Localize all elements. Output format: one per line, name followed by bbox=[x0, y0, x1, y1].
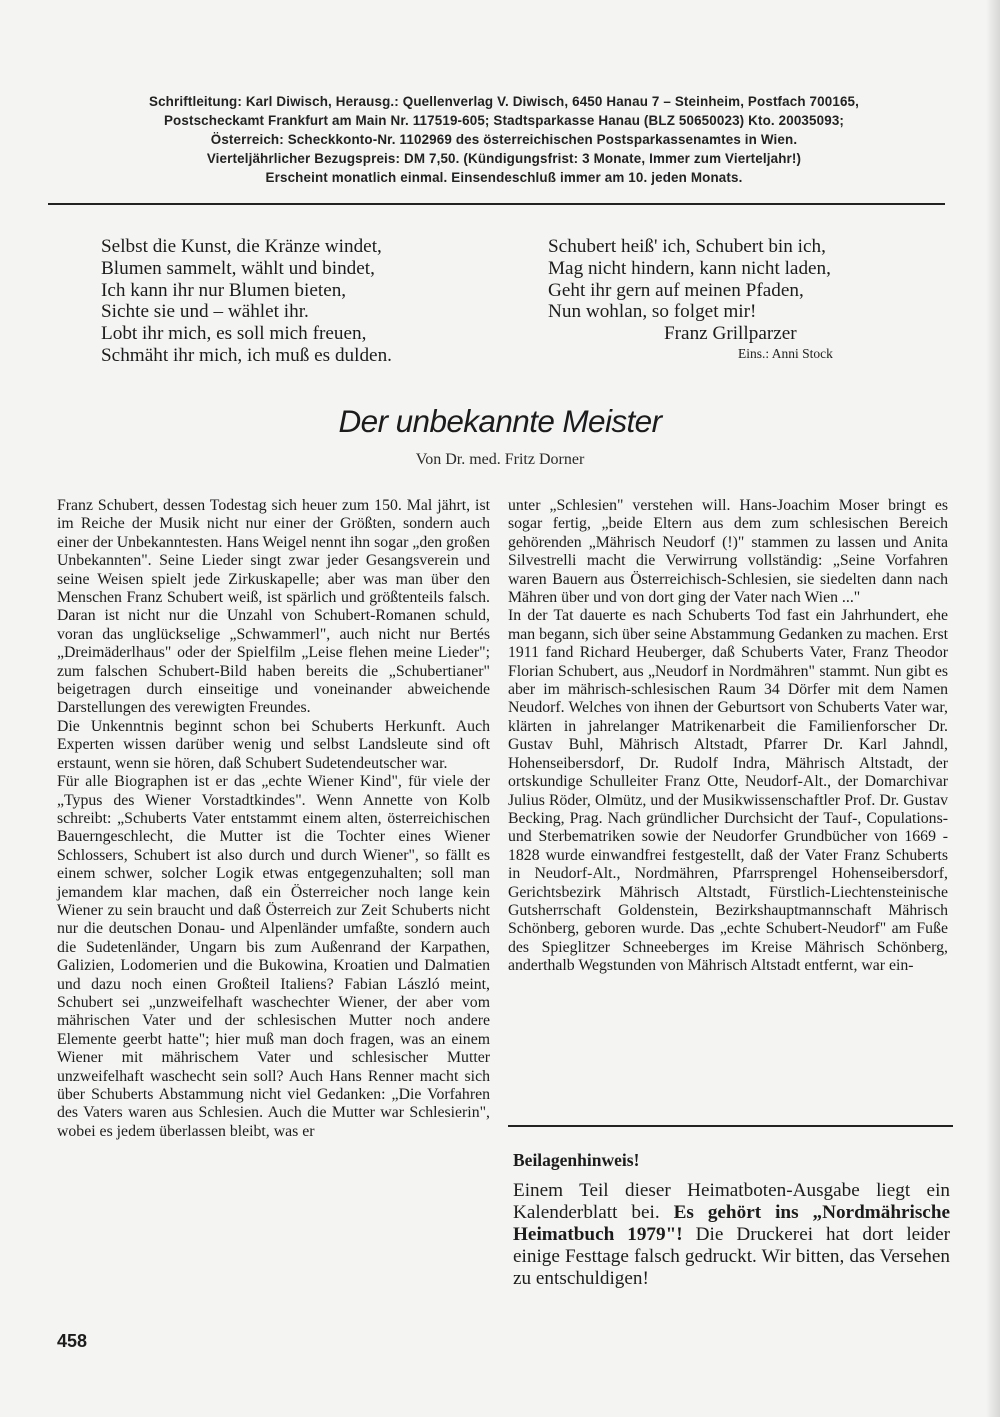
article-title: Der unbekannte Meister bbox=[338, 403, 662, 439]
poem-verse: Selbst die Kunst, die Kränze windet, bbox=[101, 236, 382, 257]
article-column-right bbox=[508, 497, 948, 976]
article-paragraph: Für alle Biographen ist er das „echte Wiener Kind", für viele der „Typus des Wiener Vorstadtkindes". Wenn Annette von Kolb schreibt: „Schuberts Vater entstammt einem alten, österreichischen Bauerngeschlecht, die Mutter ist die Tochter eines Wiener Schlossers, Schubert ist also durch und durch Wiener", so fällt es einem schwer, solcher Logik etwas entgegenzuhalten; soll man jemandem klar machen, daß ein Österreicher noch lange kein Wiener zu sein braucht und daß Österreich zur Zeit Schuberts nicht nur die deutschen Donau- und Alpenländer umfaßte, sondern auch die Sudetenländer, Ungarn bis zum Außenrand der Karpathen, Galizien, Lodomerien und die Bukowina, Kroatien und Dalmatien und dazu noch einen Großteil Italiens? Fabian László meint, Schubert sei „unzweifelhaft waschechter Wiener, der aber vom mährischen Vater und der schlesischen Mutter noch andere Elemente geerbt hatte"; hier muß man doch fragen, was an einem Wiener mit mährischem Vater und schlesischer Mutter unzweifelhaft waschecht sein soll? Auch Hans Renner macht sich über Schuberts Abstammung nicht viel Gedanken: „Die Vorfahren des Vaters waren aus Schlesien. Auch die Mutter war Schlesierin", wobei es jedem überlassen bleibt, was er bbox=[57, 773, 490, 1140]
notice-text-bold: Es gehört ins „Nordmährische Heimatbuch 1979"! bbox=[513, 1202, 951, 1245]
supplement-notice bbox=[513, 1150, 950, 1290]
article-column-left bbox=[57, 497, 490, 1141]
article-byline: Von Dr. med. Fritz Dorner bbox=[415, 451, 585, 468]
poem-verse: Blumen sammelt, wählt und bindet, bbox=[101, 257, 375, 279]
poem-verse: Mag nicht hindern, kann nicht laden, bbox=[548, 257, 831, 279]
notice-divider bbox=[508, 1125, 953, 1127]
poem-author: Franz Grillparzer bbox=[664, 323, 797, 345]
article-paragraph: Die Unkenntnis beginnt schon bei Schuberts Herkunft. Auch Experten wissen darüber wenig und selbst Landsleute sind oft erstaunt, wenn sie hören, daß Schubert Sudetendeutscher war. bbox=[57, 717, 490, 772]
poem-verse: Lobt ihr mich, es soll mich freuen, bbox=[101, 323, 367, 345]
masthead-imprint bbox=[48, 92, 960, 187]
notice-heading: Beilagenhinweis! bbox=[513, 1150, 640, 1170]
poem-verse: Geht ihr gern auf meinen Pfaden, bbox=[548, 279, 804, 301]
masthead-divider bbox=[48, 203, 945, 205]
masthead-line: Österreich: Scheckkonto-Nr. 1102969 des österreichischen Postsparkassenamtes in Wien. bbox=[210, 132, 798, 147]
poem-right-stanza bbox=[548, 236, 833, 363]
poem-credit: Eins.: Anni Stock bbox=[738, 345, 833, 361]
poem-left-stanza bbox=[101, 236, 392, 367]
notice-text: Die Druckerei hat dort leider einige Festtage falsch gedruckt. Wir bitten, das Versehen zu entschuldigen! bbox=[513, 1224, 951, 1289]
poem-verse: Nun wohlan, so folget mir! bbox=[548, 301, 757, 323]
poem-verse: Sichte sie und – wählet ihr. bbox=[101, 301, 309, 323]
masthead-line: Postscheckamt Frankfurt am Main Nr. 117519-605; Stadtsparkasse Hanau (BLZ 50650023) Kto. 20035093; bbox=[163, 113, 845, 128]
article-paragraph: In der Tat dauerte es nach Schuberts Tod fast ein Jahrhundert, ehe man begann, sich über seine Abstammung Gedanken zu machen. Erst 1911 fand Richard Heuberger, daß Schuberts Vater, Franz Theodor Florian Schubert, aus „Neudorf in Nordmähren" stammt. Nun gibt es aber im mährisch-schlesischen Raum 34 Dörfer mit dem Namen Neudorf. Welches von ihnen der Geburtsort von Schuberts Vater war, klärten in jahrelanger Matrikenarbeit die Familienforscher Dr. Gustav Buhl, Mährisch Altstadt, Pfarrer Dr. Karl Jahndl, Hohenseibersdorf, Dr. Rudolf Indra, Mährisch Altstadt, der ortskundige Schulleiter Franz Otte, Neudorf-Alt., der Domarchivar Julius Röder, Olmütz, und der Musikwissenschaftler Prof. Dr. Gustav Becking, Prag. Nach gründlicher Durchsicht der Tauf-, Copulations- und Sterbematriken sowie der Neudorfer Grundbücher von 1669 - 1828 wurde einwandfrei festgestellt, daß der Vater Franz Schuberts in Neudorf-Alt., Nordmähren, Pfarrsprengel Hohenseibersdorf, Gerichtsbezirk Mährisch Altstadt, Fürstlich-Liechtensteinische Gutsherrschaft Goldenstein, Bezirkshauptmannschaft Mährisch Schönberg, geboren wurde. Das „echte Schubert-Neudorf" am Fuße des Spieglitzer Schneeberges im Kreise Mährisch Schönberg, anderthalb Wegstunden von Mährisch Altstadt entfernt, war ein- bbox=[508, 607, 948, 975]
page-number: 458 bbox=[57, 1331, 88, 1351]
poem-verse: Ich kann ihr nur Blumen bieten, bbox=[101, 279, 347, 301]
masthead-line: Vierteljährlicher Bezugspreis: DM 7,50. (Kündigungsfrist: 3 Monate, Immer zum Vierteljahr!) bbox=[206, 151, 802, 166]
article-paragraph: unter „Schlesien" verstehen will. Hans-Joachim Moser bringt es sogar fertig, „beide Eltern aus dem zum schlesischen Bereich gehörenden „Mährisch Neudorf (!)" stammen zu lassen und Anita Silvestrelli macht die Verwirrung vollständig: „Seine Vorfahren waren Bauern aus Österreichisch-Schlesien, sie siedelten dann nach Mähren über und von dort ging der Vater nach Wien ..." bbox=[508, 497, 948, 607]
notice-text: Einem Teil dieser Heimatboten-Ausgabe liegt ein Kalenderblatt bei. bbox=[513, 1180, 950, 1223]
masthead-line: Schriftleitung: Karl Diwisch, Herausg.: Quellenverlag V. Diwisch, 6450 Hanau 7 – Steinheim, Postfach 700165, bbox=[148, 94, 860, 109]
poem-verse: Schubert heiß' ich, Schubert bin ich, bbox=[548, 236, 826, 257]
article-paragraph: Franz Schubert, dessen Todestag sich heuer zum 150. Mal jährt, ist im Reiche der Musik nicht nur einer der Größten, sondern auch einer der Unbekanntesten. Hans Weigel nennt ihn sogar „den großen Unbekannten". Seine Lieder singt zwar jeder Gesangsverein und seine Weisen spielt jede Zirkuskapelle; aber was man über den Menschen Franz Schubert weiß, ist spärlich und größtenteils falsch. Daran ist nicht nur die Unzahl von Schubert-Romanen schuld, voran das unglückselige „Schwammerl", auch nicht nur Bertés „Dreimäderlhaus" oder der Spielfilm „Leise flehen meine Lieder"; zum falschen Schubert-Bild haben bereits die „Schubertianer" beigetragen durch einseitige und voneinander abweichende Darstellungen des verewigten Freundes. bbox=[57, 497, 490, 717]
scan-edge-shadow bbox=[986, 0, 1000, 1417]
poem-verse: Schmäht ihr mich, ich muß es dulden. bbox=[101, 344, 392, 366]
masthead-line: Erscheint monatlich einmal. Einsendeschluß immer am 10. jeden Monats. bbox=[265, 170, 743, 185]
notice-body bbox=[513, 1180, 950, 1290]
